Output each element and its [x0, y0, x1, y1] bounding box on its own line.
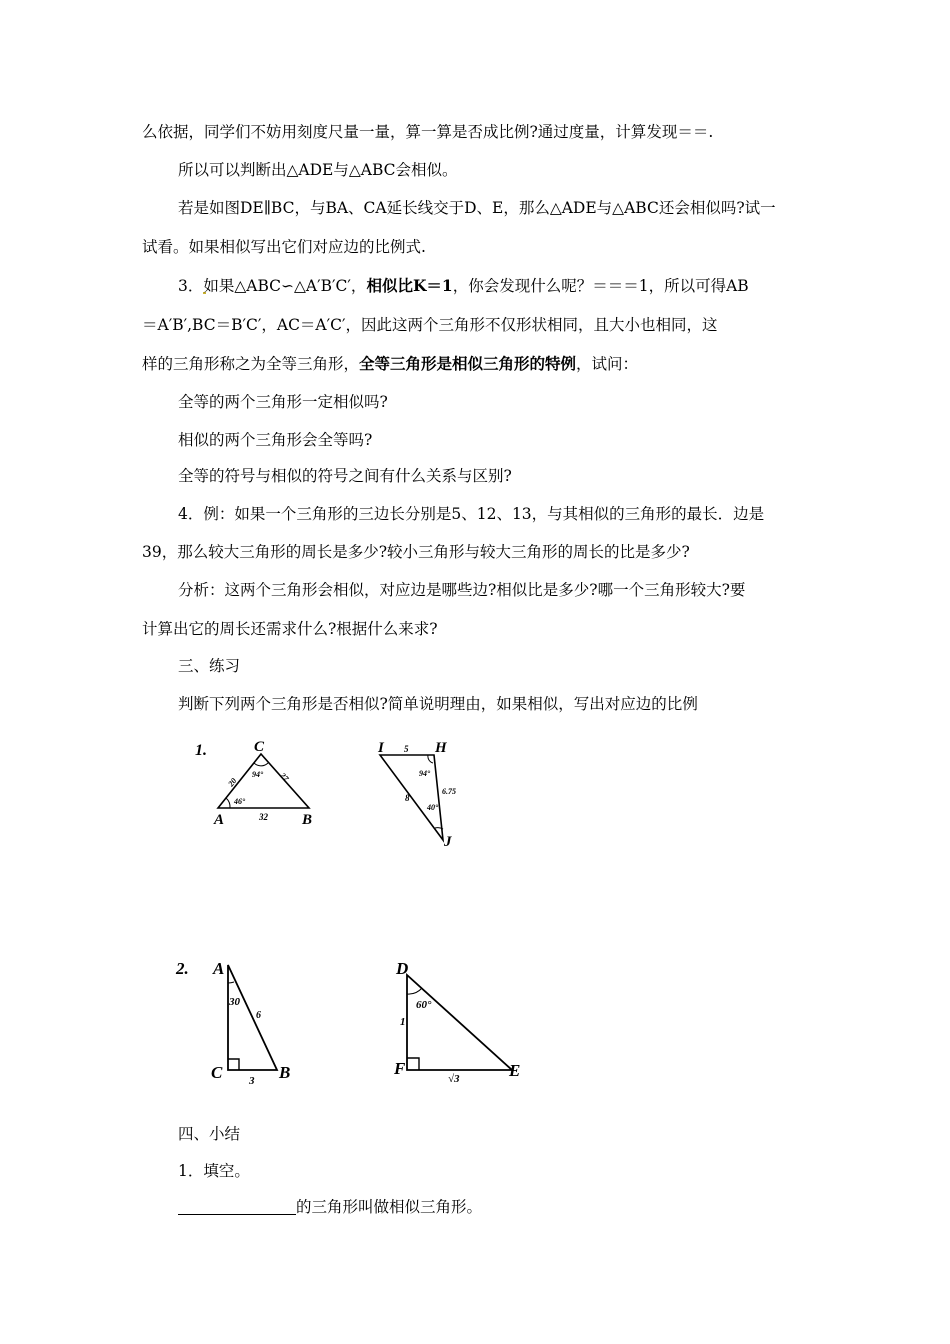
paragraph-line: 试看。如果相似写出它们对应边的比例式. — [142, 238, 426, 256]
side-label: 27 — [278, 771, 291, 784]
text-span: 样的三角形称之为全等三角形， — [142, 355, 360, 373]
paragraph-line: 所以可以判断出△ADE与△ABC会相似。 — [178, 161, 458, 179]
bold-text: 全等三角形是相似三角形的特例 — [359, 354, 577, 373]
side-label: √3 — [448, 1073, 460, 1085]
question-line: 全等的两个三角形一定相似吗? — [178, 393, 388, 411]
side-label: 20 — [226, 776, 239, 789]
vertex-label: D — [396, 959, 409, 978]
paragraph-line — [142, 354, 638, 374]
vertex-label: F — [394, 1059, 406, 1078]
side-label: 1 — [400, 1016, 406, 1028]
figure-number: 1. — [195, 742, 207, 759]
vertex-label: B — [302, 812, 313, 828]
side-label: 8 — [405, 793, 410, 803]
angle-label: 46° — [234, 797, 246, 806]
vertex-label: I — [378, 740, 384, 756]
angle-label: 94° — [419, 769, 431, 778]
text-span: 3．如果△ABC∽△A′B′C′， — [178, 277, 367, 295]
figure-number: 2. — [176, 959, 189, 978]
paragraph-line: 若是如图DE∥BC，与BA、CA延长线交于D、E，那么△ADE与△ABC还会相似吗?试一 — [178, 199, 776, 217]
bold-text: 相似比K＝1 — [366, 276, 453, 295]
vertex-label: H — [435, 740, 447, 756]
text-span: ，你会发现什么呢？＝＝＝1，所以可得AB — [452, 277, 749, 295]
paragraph-line: 1．填空。 — [178, 1162, 250, 1180]
fill-in-line — [178, 1197, 482, 1217]
vertex-label: B — [279, 1063, 291, 1082]
figure-2 — [170, 950, 530, 1090]
angle-label: 40° — [427, 803, 439, 812]
question-line: 相似的两个三角形会全等吗? — [178, 431, 373, 449]
vertex-label: A — [213, 959, 225, 978]
section-heading: 四、小结 — [178, 1125, 241, 1143]
text-span: 的三角形叫做相似三角形。 — [296, 1198, 483, 1216]
triangle-abc — [213, 739, 312, 828]
triangle-abc-right — [211, 959, 290, 1087]
side-label: 5 — [404, 744, 409, 754]
answer-blank[interactable] — [178, 1198, 296, 1215]
angle-label: 30 — [229, 996, 240, 1008]
paragraph-line: 计算出它的周长还需求什么?根据什么来求? — [142, 620, 438, 638]
vertex-label: J — [444, 834, 452, 850]
paragraph-line — [178, 276, 749, 296]
section-heading: 三、练习 — [178, 657, 241, 675]
paragraph-line: 判断下列两个三角形是否相似?简单说明理由，如果相似，写出对应边的比例 — [178, 695, 698, 713]
vertex-label: C — [211, 1063, 223, 1082]
vertex-label: A — [214, 812, 225, 828]
side-label: 6 — [256, 1010, 261, 1021]
paragraph-line: 4．例：如果一个三角形的三边长分别是5、12、13，与其相似的三角形的最长．边是 — [178, 505, 765, 523]
paragraph-line: ＝A′B′,BC＝B′C′，AC＝A′C′，因此这两个三角形不仅形状相同，且大小也相同，这 — [142, 316, 718, 334]
angle-label: 94° — [252, 770, 264, 779]
paragraph-line: 么依据，同学们不妨用刻度尺量一量，算一算是否成比例?通过度量，计算发现＝＝. — [142, 123, 714, 141]
triangle-ihj — [377, 740, 456, 850]
paragraph-line: 39，那么较大三角形的周长是多少?较小三角形与较大三角形的周长的比是多少? — [142, 543, 690, 561]
figure-1 — [190, 735, 490, 850]
side-label: 6.75 — [442, 787, 456, 796]
text-span: ，试问： — [576, 355, 639, 373]
vertex-label: E — [509, 1061, 521, 1080]
paragraph-line: 分析：这两个三角形会相似，对应边是哪些边?相似比是多少?哪一个三角形较大?要 — [178, 581, 746, 599]
angle-label: 60° — [416, 999, 432, 1011]
side-label: 3 — [249, 1075, 255, 1087]
triangle-def-right — [393, 959, 520, 1085]
question-line: 全等的符号与相似的符号之间有什么关系与区别? — [178, 467, 512, 485]
side-label: 32 — [259, 812, 268, 822]
vertex-label: C — [254, 739, 265, 755]
